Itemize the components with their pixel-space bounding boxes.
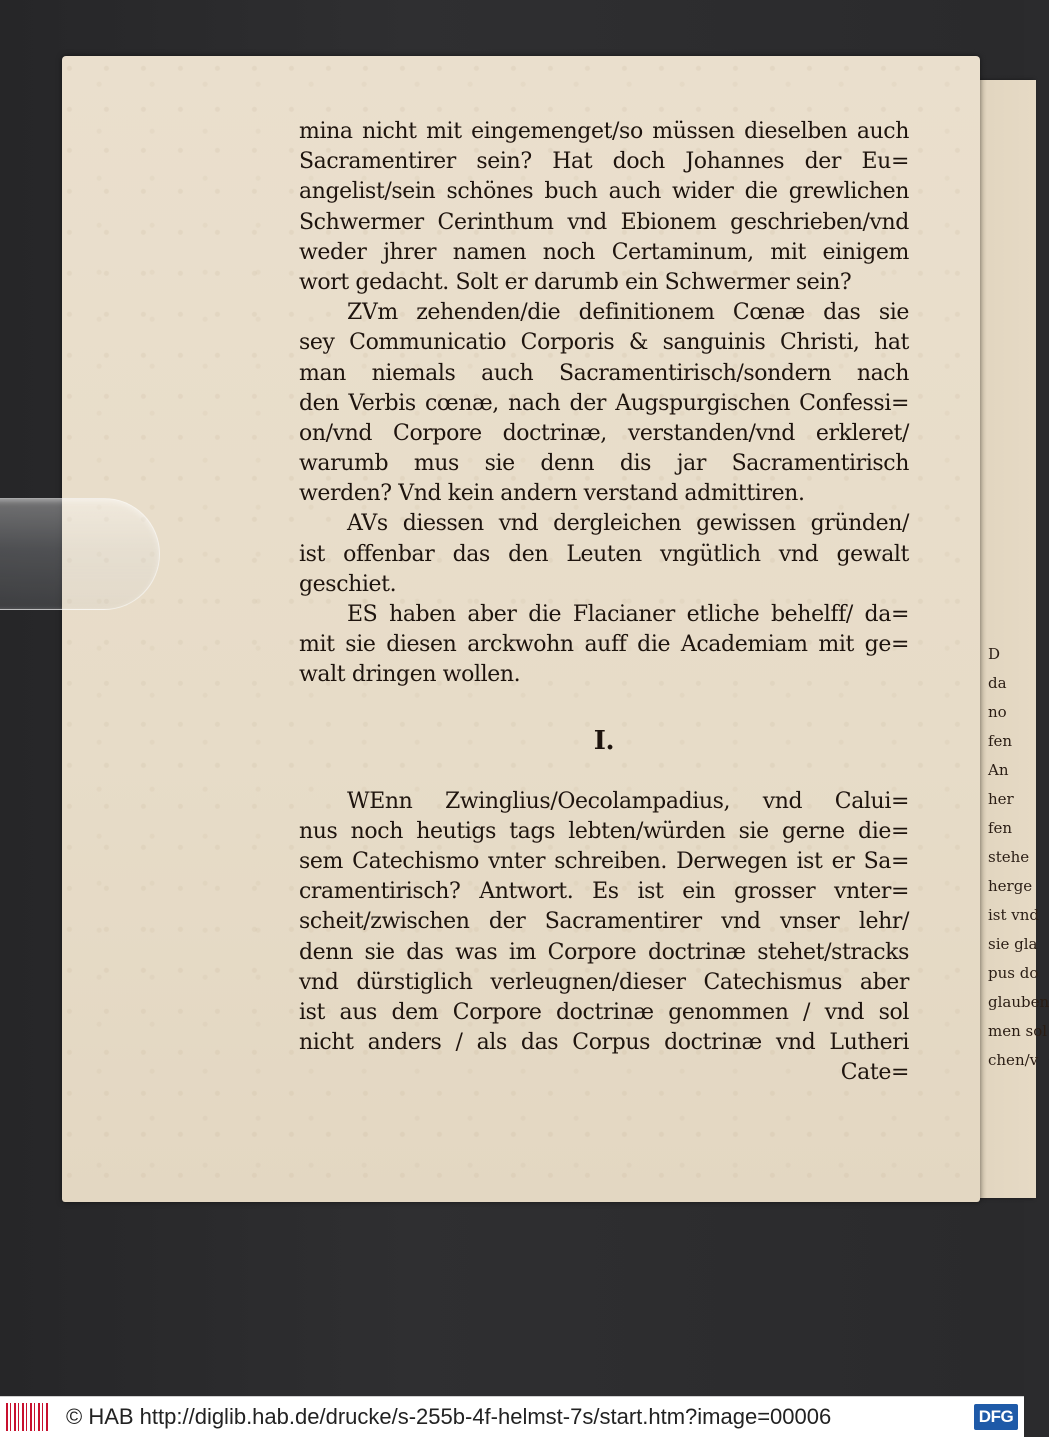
text-line: ist aus dem Corpore doctrinæ genommen / vnd sol bbox=[299, 999, 909, 1025]
footer-source-link[interactable]: © HAB http://diglib.hab.de/drucke/s-255b-4f-helmst-7s/start.htm?image=00006 bbox=[66, 1404, 832, 1429]
text-line: mit sie diesen arckwohn auff die Academiam mit ge= bbox=[299, 632, 909, 658]
text-line: cramentirisch? Antwort. Es ist ein grosser vnter= bbox=[299, 879, 909, 905]
margin-text-fragment: fen bbox=[988, 732, 1013, 750]
text-line: walt dringen wollen. bbox=[299, 662, 521, 688]
margin-text-fragment: An bbox=[988, 761, 1009, 779]
margin-text-fragment: her bbox=[988, 790, 1014, 808]
text-line: ES haben aber die Flacianer etliche behelff/ da= bbox=[347, 602, 909, 627]
text-line: angelist/sein schönes buch auch wider die grewlichen bbox=[299, 179, 909, 205]
text-line: warumb mus sie denn dis jar Sacramentirisch bbox=[299, 451, 909, 477]
catchword: Cate= bbox=[840, 1060, 909, 1086]
text-line: scheit/zwischen der Sacramentirer vnd vnser lehr/ bbox=[299, 909, 909, 935]
text-line: sem Catechismo vnter schreiben. Derwegen ist er Sa= bbox=[299, 848, 909, 874]
margin-text-fragment: D bbox=[988, 645, 1001, 663]
text-line: ZVm zehenden/die definitionem Cœnæ das sie bbox=[347, 300, 909, 326]
dfg-logo[interactable]: DFG bbox=[974, 1404, 1018, 1430]
text-line: man niemals auch Sacramentirisch/sondern nach bbox=[299, 360, 909, 386]
text-line: sey Communicatio Corporis & sanguinis Christi, hat bbox=[299, 330, 909, 356]
text-line: AVs diessen vnd dergleichen gewissen gründen/ bbox=[347, 511, 909, 537]
margin-text-fragment: glauben bbox=[988, 993, 1049, 1011]
margin-text-fragment: ist vnd bbox=[988, 906, 1040, 924]
text-line: werden? Vnd kein andern verstand admittiren. bbox=[299, 481, 805, 507]
text-line: Sacramentirer sein? Hat doch Johannes der Eu= bbox=[299, 149, 909, 175]
margin-text-fragment: men sol bbox=[988, 1022, 1048, 1040]
margin-text-fragment: chen/v bbox=[988, 1051, 1039, 1069]
hab-logo-icon[interactable] bbox=[6, 1403, 48, 1431]
text-line: geschiet. bbox=[299, 571, 397, 597]
text-line: nus noch heutigs tags lebten/würden sie gerne die= bbox=[299, 818, 909, 844]
glass-clip bbox=[0, 498, 160, 610]
margin-text-fragment: no bbox=[988, 703, 1007, 721]
text-line: wort gedacht. Solt er darumb ein Schwermer sein? bbox=[299, 269, 852, 295]
text-line: Schwermer Cerinthum vnd Ebionem geschrieben/vnd bbox=[299, 209, 909, 235]
viewer-footer bbox=[0, 1396, 1024, 1437]
margin-text-fragment: fen bbox=[988, 819, 1013, 837]
margin-text-fragment: pus do bbox=[988, 964, 1039, 982]
text-line: nicht anders / als das Corpus doctrinæ vnd Lutheri bbox=[299, 1030, 909, 1056]
section-heading: I. bbox=[593, 725, 615, 756]
margin-text-fragment: sie gla bbox=[988, 935, 1038, 953]
margin-text-fragment: herge bbox=[988, 877, 1033, 895]
text-line: WEnn Zwinglius/Oecolampadius, vnd Calui= bbox=[347, 788, 909, 814]
text-line: weder jhrer namen noch Certaminum, mit einigem bbox=[299, 239, 909, 265]
page-text bbox=[299, 117, 909, 1088]
margin-text-fragment: stehe bbox=[988, 848, 1030, 866]
text-line: mina nicht mit eingemenget/so müssen dieselben auch bbox=[299, 119, 909, 144]
text-line: den Verbis cœnæ, nach der Augspurgischen Confessi= bbox=[299, 390, 909, 416]
text-line: vnd dürstiglich verleugnen/dieser Catechismus aber bbox=[299, 969, 909, 995]
text-line: ist offenbar das den Leuten vngütlich vnd gewalt bbox=[299, 541, 909, 567]
text-line: denn sie das was im Corpore doctrinæ stehet/stracks bbox=[299, 939, 909, 965]
margin-text-fragment: da bbox=[988, 674, 1007, 692]
text-line: on/vnd Corpore doctrinæ, verstanden/vnd erkleret/ bbox=[299, 420, 909, 446]
next-page-margin-text bbox=[988, 640, 1049, 1075]
